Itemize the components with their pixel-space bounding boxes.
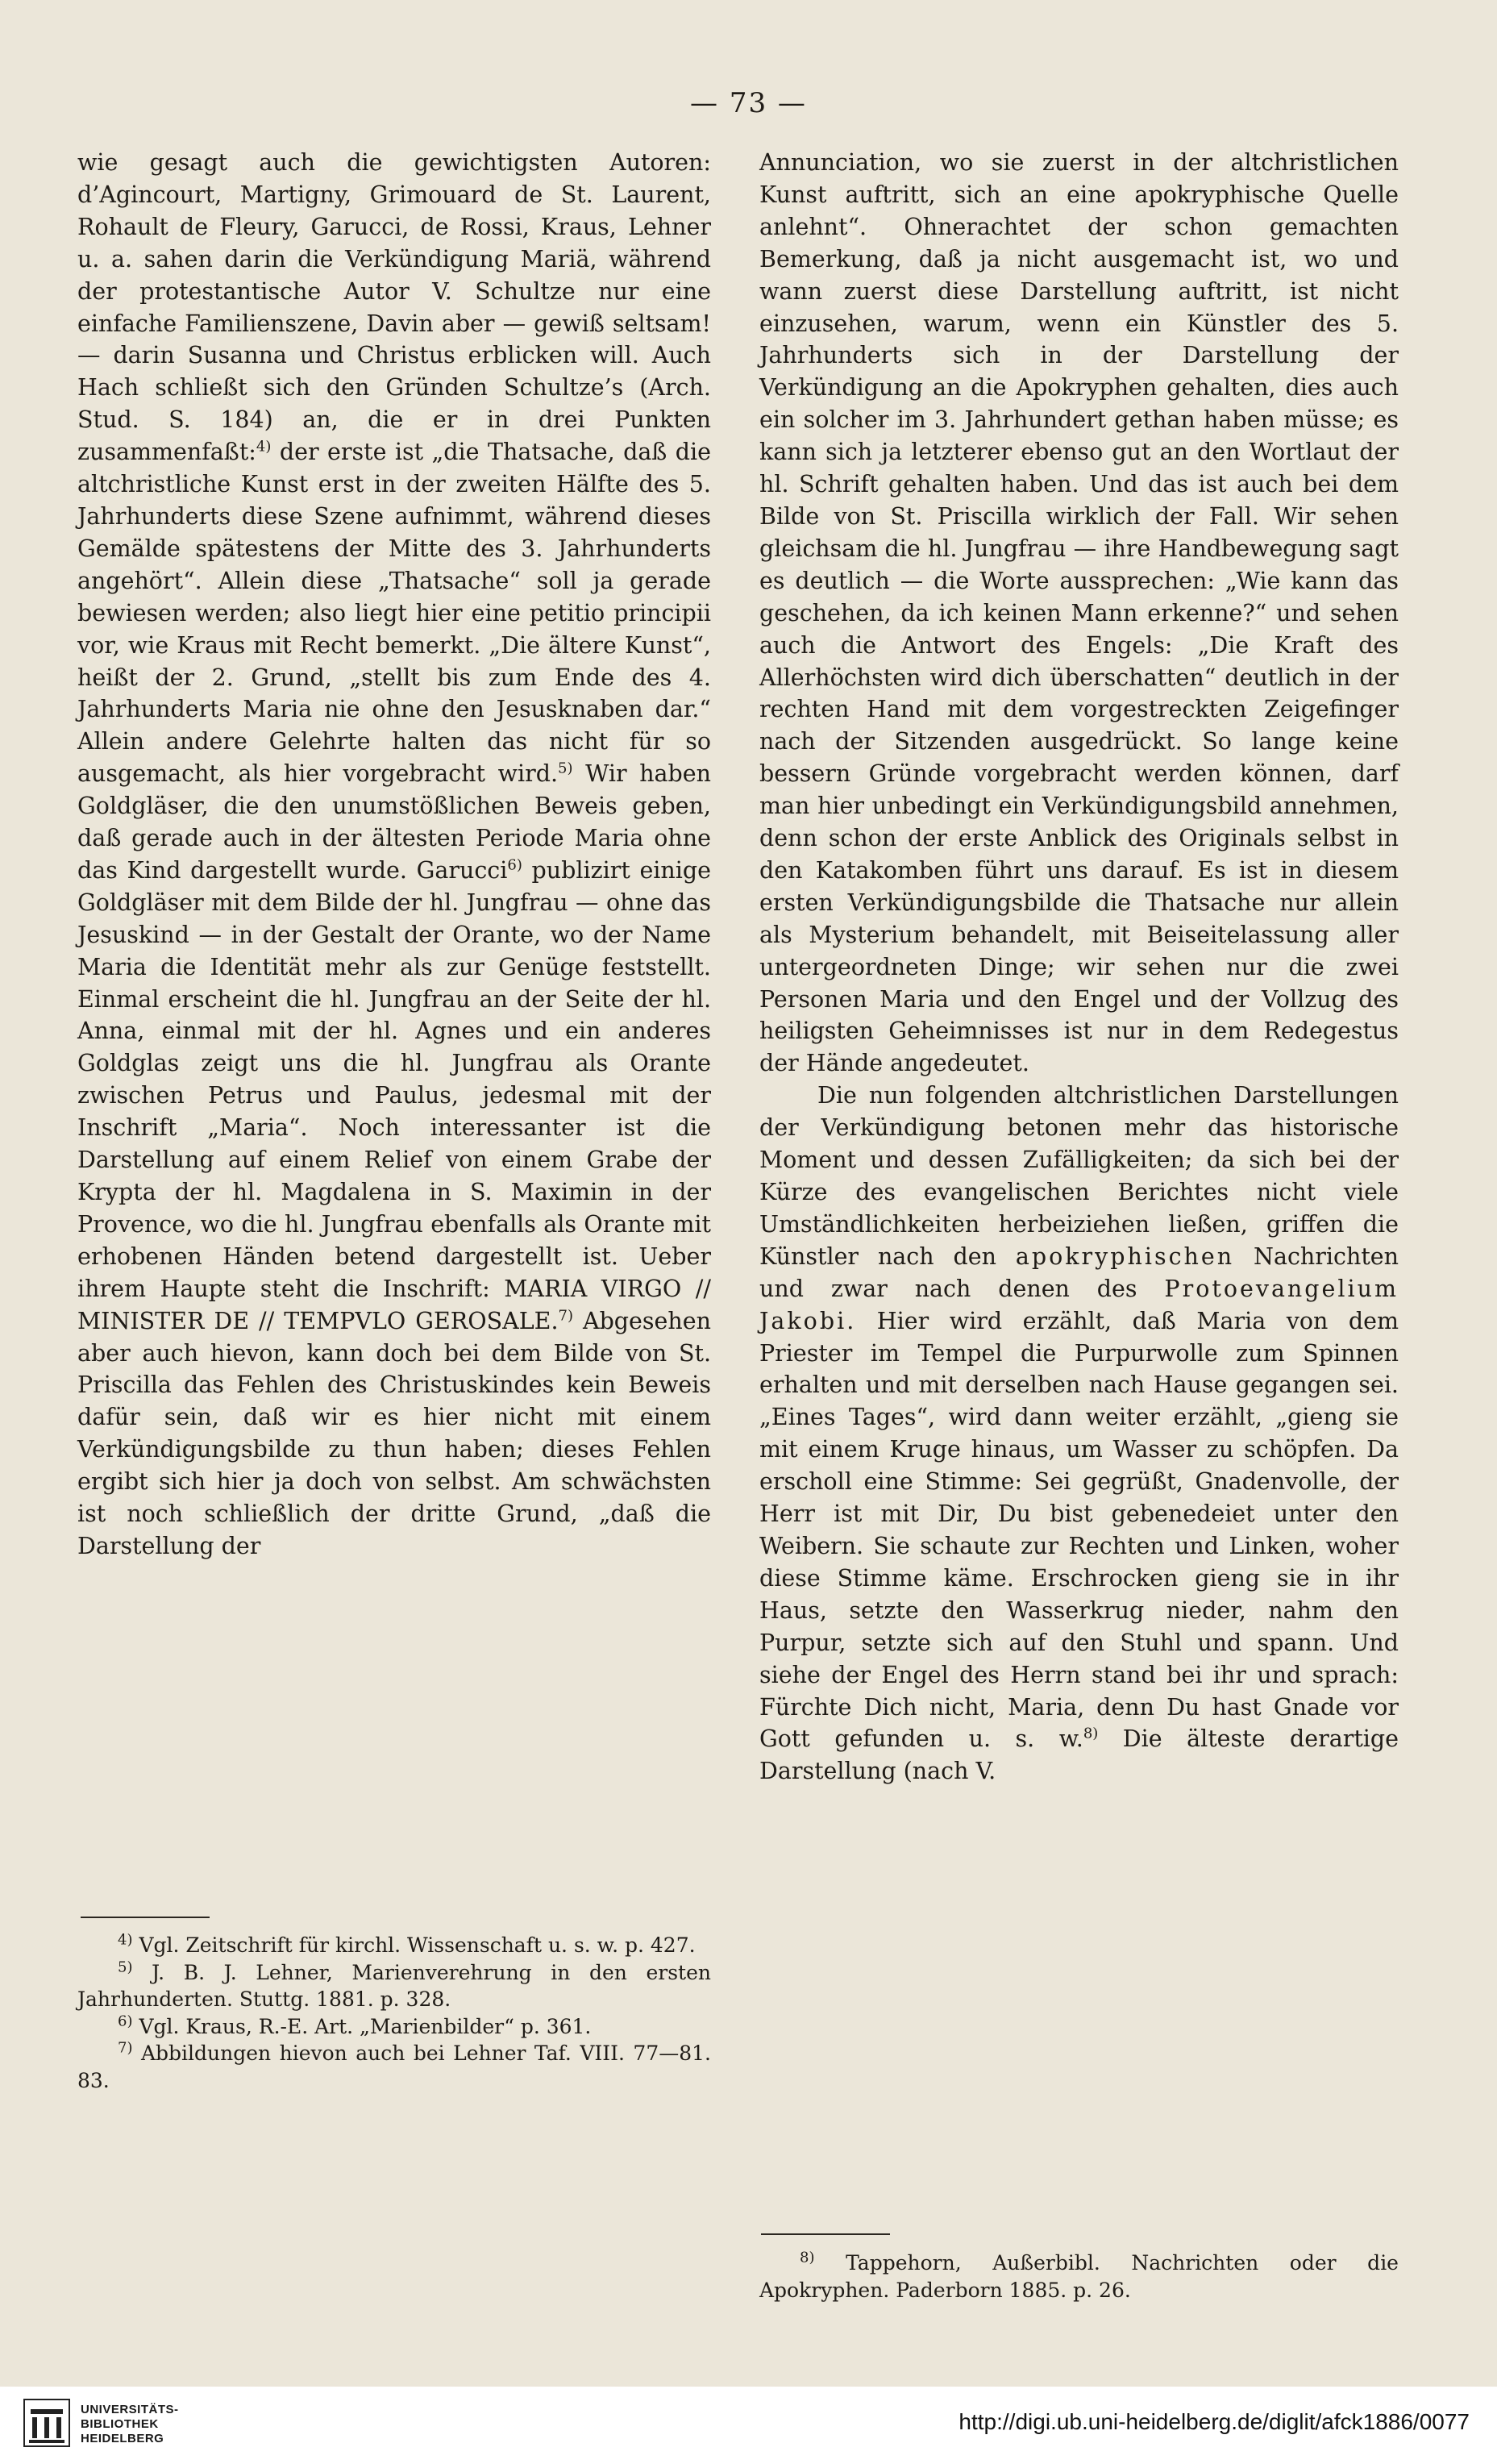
- footnote: $^{8)}$ Tappehorn, Außerbibl. Nachrichten oder die Apokryphen. Paderborn 1885. p. 26.: [759, 2249, 1399, 2302]
- footnote-marker: 5): [558, 760, 573, 777]
- footnote: $^{5)}$ J. B. J. Lehner, Marienverehrung in den ersten Jahrhunderten. Stuttg. 1881. p. 328.: [77, 1958, 711, 2011]
- footnote: $^{6)}$ Vgl. Kraus, R.-E. Art. „Marienbilder“ p. 361.: [118, 2012, 592, 2038]
- footnote-marker: 8): [1083, 1725, 1099, 1742]
- footnotes-left: [77, 1932, 711, 2094]
- footnote: $^{7)}$ Abbildungen hievon auch bei Lehner Taf. VIII. 77—81. 83.: [77, 2039, 712, 2092]
- right-text-column: [759, 147, 1399, 1788]
- library-name: UNIVERSITÄTS- BIBLIOTHEK HEIDELBERG: [81, 2403, 179, 2445]
- paragraph: Die nun folgenden altchristlichen Darstellungen der Verkündigung betonen mehr das historische Moment und dessen Zufälligkeiten; da sich bei der Kürze des evangelischen Berichtes nicht viele Umständlichkeiten herbeiziehen ließen, griffen die Künstler nach den apokryphischen Nachrichten und zwar nach denen des Protoevangelium Jakobi. Hier wird erzählt, daß Maria von dem Priester im Tempel die Purpurwolle zum Spinnen erhalten und mit derselben nach Hause gegangen sei. „Eines Tages“, wird dann weiter erzählt, „gieng sie mit einem Kruge hinaus, um Wasser zu schöpfen. Da erscholl eine Stimme: Sei gegrüßt, Gnadenvolle, der Herr ist mit Dir, Du bist gebenedeiet unter den Weibern. Sie schaute zur Rechten und Linken, woher diese Stimme käme. Erschrocken gieng sie in ihr Haus, setzte den Wasserkrug nieder, nahm den Purpur, setzte sich auf den Stuhl und spann. Und siehe der Engel des Herrn stand bei ihr und sprach: Fürchte Dich nicht, Maria, denn Du hast Gnade vor Gott gefunden u. s. w.$^{8)}$ Die älteste derartige Darstellung (nach V.: [759, 1082, 1399, 1785]
- library-logo-icon: [23, 2398, 71, 2448]
- source-url-link[interactable]: http://digi.ub.uni-heidelberg.de/diglit/afck1886/0077: [958, 2409, 1470, 2434]
- paragraph: wie gesagt auch die gewichtigsten Autoren: d’Agincourt, Martigny, Grimouard de St. Laurent, Rohault de Fleury, Garucci, de Rossi, Kraus, Lehner u. a. sahen darin die Verkündigung Mariä, während der protestantische Autor V. Schultze nur eine einfache Familienszene, Davin aber — gewiß seltsam! — darin Susanna und Christus erblicken will. Auch Hach schließt sich den Gründen Schultze’s (Arch. Stud. S. 184) an, die er in drei Punkten zusammenfaßt:$^{4)}$ der erste ist „die Thatsache, daß die altchristliche Kunst erst in der zweiten Hälfte des 5. Jahrhunderts diese Szene aufnimmt, während dieses Gemälde spätestens der Mitte des 3. Jahrhunderts angehört“. Allein diese „Thatsache“ soll ja gerade bewiesen werden; also liegt hier eine petitio principii vor, wie Kraus mit Recht bemerkt. „Die ältere Kunst“, heißt der 2. Grund, „stellt bis zum Ende des 4. Jahrhunderts Maria nie ohne den Jesusknaben dar.“ Allein andere Gelehrte halten das nicht für so ausgemacht, als hier vorgebracht wird.$^{5)}$ Wir haben Goldgläser, die den unumstößlichen Beweis geben, daß gerade auch in der ältesten Periode Maria ohne das Kind dargestellt wurde. Garucci$^{6)}$ publizirt einige Goldgläser mit dem Bilde der hl. Jungfrau — ohne das Jesuskind — in der Gestalt der Orante, wo der Name Maria die Identität mehr als zur Genüge feststellt. Einmal erscheint die hl. Jungfrau an der Seite der hl. Anna, einmal mit der hl. Agnes und ein anderes Goldglas zeigt uns die hl. Jungfrau als Orante zwischen Petrus und Paulus, jedesmal mit der Inschrift „Maria“. Noch interessanter ist die Darstellung auf einem Relief von einem Grabe der Krypta der hl. Magdalena in S. Maximin in der Provence, wo die hl. Jungfrau ebenfalls als Orante mit erhobenen Händen betend dargestellt ist. Ueber ihrem Haupte steht die Inschrift: MARIA VIRGO // MINISTER DE // TEMPVLO GEROSALE.$^{7)}$ Abgesehen aber auch hievon, kann doch bei dem Bilde von St. Priscilla das Fehlen des Christuskindes kein Beweis dafür sein, daß wir es hier nicht mit einem Verkündigungsbilde zu thun haben; dieses Fehlen ergibt sich hier ja doch von selbst. Am schwächsten ist noch schließlich der dritte Grund, „daß die Darstellung der: [77, 149, 712, 1559]
- footnote: $^{4)}$ Vgl. Zeitschrift für kirchl. Wissenschaft u. s. w. p. 427.: [118, 1931, 696, 1957]
- footnote-marker: 4): [256, 438, 272, 456]
- footer-bar: [0, 2387, 1497, 2464]
- footnotes-right: [759, 2250, 1399, 2304]
- footnote-marker: 7): [558, 1307, 573, 1325]
- footnote-divider: [81, 1917, 210, 1918]
- footnote-divider: [761, 2233, 890, 2235]
- footnote-marker: 6): [507, 856, 522, 874]
- paragraph: Annunciation, wo sie zuerst in der altchristlichen Kunst auftritt, sich an eine apokryphische Quelle anlehnt“. Ohnerachtet der schon gemachten Bemerkung, daß ja nicht ausgemacht ist, wo und wann zuerst diese Darstellung auftritt, ist nicht einzusehen, warum, wenn ein Künstler des 5. Jahrhunderts sich in der Darstellung der Verkündigung an die Apokryphen gehalten, dies auch ein solcher im 3. Jahrhundert gethan haben müsse; es kann sich ja letzterer ebenso gut an den Wortlaut der hl. Schrift gehalten haben. Und das ist auch bei dem Bilde von St. Priscilla wirklich der Fall. Wir sehen gleichsam die hl. Jungfrau — ihre Handbewegung sagt es deutlich — die Worte aussprechen: „Wie kann das geschehen, da ich keinen Mann erkenne?“ und sehen auch die Antwort des Engels: „Die Kraft des Allerhöchsten wird dich überschatten“ deutlich in der rechten Hand mit dem vorgestreckten Zeigefinger nach der Sitzenden ausgedrückt. So lange keine bessern Gründe vorgebracht werden können, darf man hier unbedingt ein Verkündigungsbild annehmen, denn schon der erste Anblick des Originals selbst in den Katakomben führt uns darauf. Es ist in diesem ersten Verkündigungsbilde die Thatsache nur allein als Mysterium behandelt, mit Beiseitelassung aller untergeordneten Dinge; wir sehen nur die zwei Personen Maria und den Engel und der Vollzug des heiligsten Geheimnisses ist nur in dem Redegestus der Hände angedeutet.: [759, 149, 1399, 1077]
- page-number: — 73 —: [690, 87, 807, 119]
- left-text-column: [77, 147, 711, 1563]
